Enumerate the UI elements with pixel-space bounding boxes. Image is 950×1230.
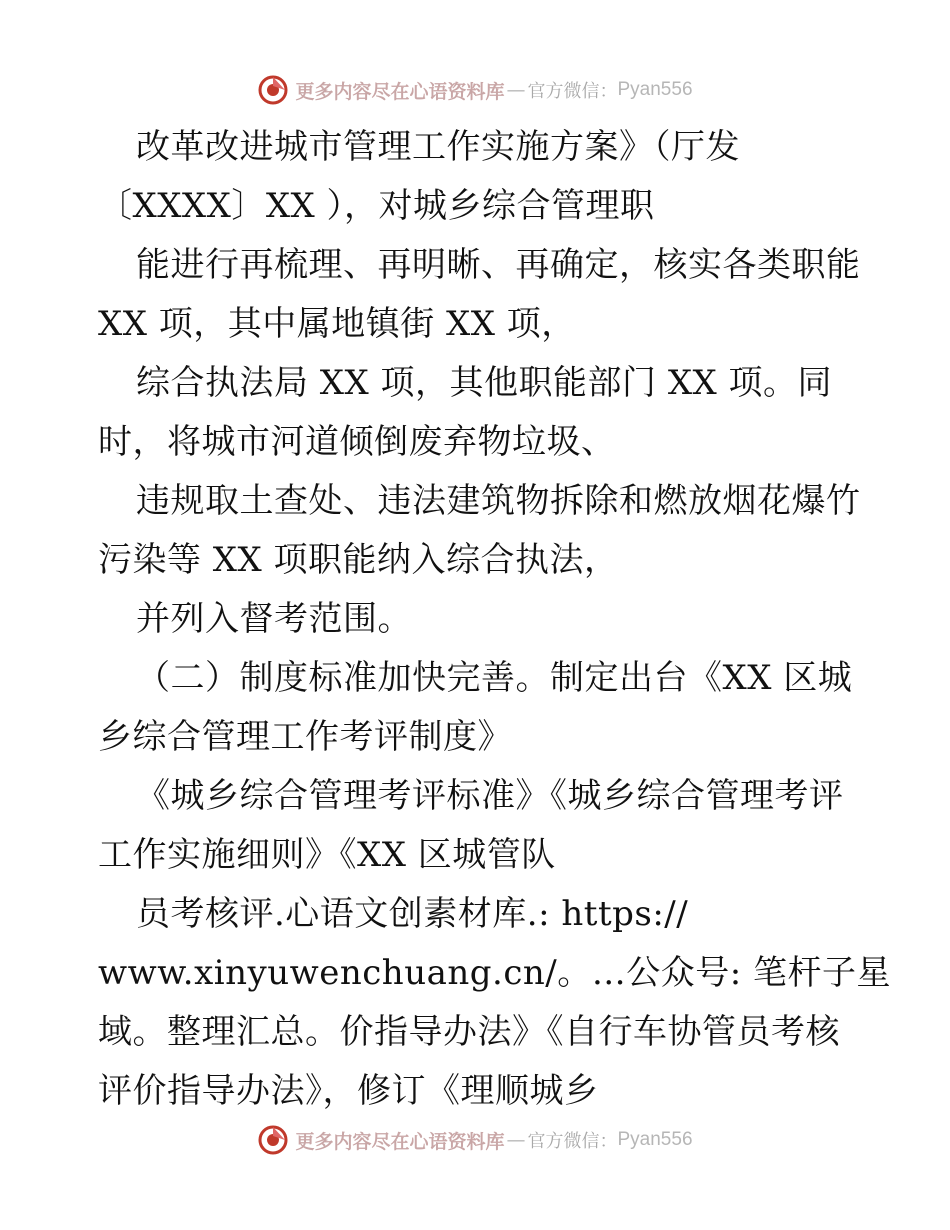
watermark-handle: Pyan556 [617, 1129, 693, 1150]
text-line: 违规取土查处、违法建筑物拆除和燃放烟花爆竹 [136, 481, 861, 521]
logo-icon [257, 74, 289, 106]
document-body [98, 118, 891, 1121]
watermark-main-text: 更多内容尽在心语资料库 [295, 80, 505, 103]
text-line: 《城乡综合管理考评标准》《城乡综合管理考评 [136, 776, 844, 816]
text-line: 综合执法局 XX 项，其他职能部门 XX 项。同 [136, 363, 833, 403]
text-line: 〔XXXX〕XX ），对城乡综合管理职 [98, 186, 655, 226]
text-line: 时，将城市河道倾倒废弃物垃圾、 [98, 422, 616, 462]
text-line: 能进行再梳理、再明晰、再确定，核实各类职能 [136, 245, 861, 285]
logo-icon [257, 1124, 289, 1156]
watermark-main-text: 更多内容尽在心语资料库 [295, 1130, 505, 1153]
text-line: 乡综合管理工作考评制度》 [98, 717, 512, 757]
header-watermark [0, 70, 950, 110]
text-line: 并列入督考范围。 [136, 599, 412, 639]
footer-watermark [0, 1120, 950, 1160]
text-line: 域。整理汇总。价指导办法》《自行车协管员考核 [98, 1012, 840, 1052]
watermark-sub-text: 官方微信： [527, 1131, 618, 1152]
watermark-sub-text: 官方微信： [527, 81, 618, 102]
section-heading-line: （二）制度标准加快完善。制定出台《XX 区城 [136, 658, 853, 698]
text-line: www.xinyuwenchuang.cn/。…公众号: 笔杆子星 [98, 953, 891, 993]
text-line: 员考核评.心语文创素材库.: https:// [136, 894, 689, 934]
text-line: 改革改进城市管理工作实施方案》（厅发 [136, 127, 740, 167]
text-line: 污染等 XX 项职能纳入综合执法， [98, 540, 619, 580]
watermark-handle: Pyan556 [617, 79, 693, 100]
watermark-separator: — [506, 79, 526, 101]
text-line: 评价指导办法》，修订《理顺城乡 [98, 1071, 599, 1111]
text-line: 工作实施细则》《XX 区城管队 [98, 835, 556, 875]
text-line: XX 项，其中属地镇街 XX 项， [98, 304, 576, 344]
watermark-separator: — [506, 1129, 526, 1151]
